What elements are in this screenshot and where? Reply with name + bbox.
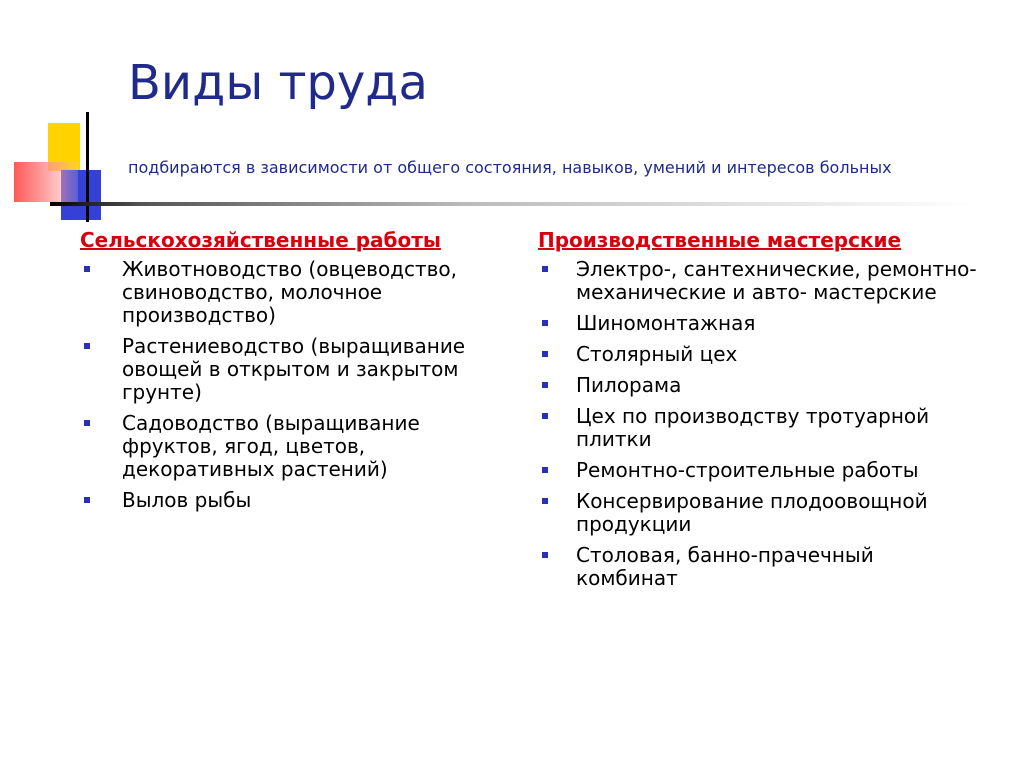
list-item-text: Растениеводство (выращивание овощей в открытом и закрытом грунте) [122, 334, 466, 404]
list-item [538, 405, 978, 451]
square-bullet-icon [542, 351, 548, 357]
square-bullet-icon [84, 266, 90, 272]
list-item-text: Консервирование плодоовощной продукции [576, 489, 928, 536]
square-bullet-icon [542, 552, 548, 558]
square-bullet-icon [84, 343, 90, 349]
list-item [80, 489, 510, 512]
left-list [80, 258, 510, 512]
list-item [538, 258, 978, 304]
list-item [538, 374, 978, 397]
square-bullet-icon [542, 413, 548, 419]
list-item-text: Столярный цех [576, 342, 738, 366]
list-item-text: Электро-, сантехнические, ремонтно-механические и авто- мастерские [576, 257, 977, 304]
list-item-text: Вылов рыбы [122, 488, 252, 512]
list-item [80, 412, 510, 481]
square-bullet-icon [542, 498, 548, 504]
list-item [538, 459, 978, 482]
list-item-text: Столовая, банно-прачечный комбинат [576, 543, 874, 590]
list-item-text: Пилорама [576, 373, 682, 397]
square-bullet-icon [542, 320, 548, 326]
list-item [538, 544, 978, 590]
left-column [80, 228, 510, 520]
slide-subtitle: подбираются в зависимости от общего состояния, навыков, умений и интересов больных [128, 158, 892, 177]
square-bullet-icon [84, 497, 90, 503]
list-item [538, 312, 978, 335]
square-bullet-icon [542, 467, 548, 473]
right-column [538, 228, 978, 598]
list-item-text: Животноводство (овцеводство, свиноводство, молочное производство) [122, 257, 458, 327]
right-column-heading: Производственные мастерские [538, 228, 902, 252]
decor-red-square [14, 162, 78, 202]
list-item [80, 258, 510, 327]
square-bullet-icon [84, 420, 90, 426]
decor-horizontal-line [50, 202, 970, 206]
list-item [538, 343, 978, 366]
slide-title: Виды труда [128, 55, 428, 111]
list-item-text: Шиномонтажная [576, 311, 756, 335]
list-item-text: Ремонтно-строительные работы [576, 458, 919, 482]
list-item-text: Цех по производству тротуарной плитки [576, 404, 930, 451]
square-bullet-icon [542, 382, 548, 388]
list-item-text: Садоводство (выращивание фруктов, ягод, цветов, декоративных растений) [122, 411, 420, 481]
right-list [538, 258, 978, 590]
square-bullet-icon [542, 266, 548, 272]
list-item [80, 335, 510, 404]
list-item [538, 490, 978, 536]
left-column-heading: Сельскохозяйственные работы [80, 228, 441, 252]
